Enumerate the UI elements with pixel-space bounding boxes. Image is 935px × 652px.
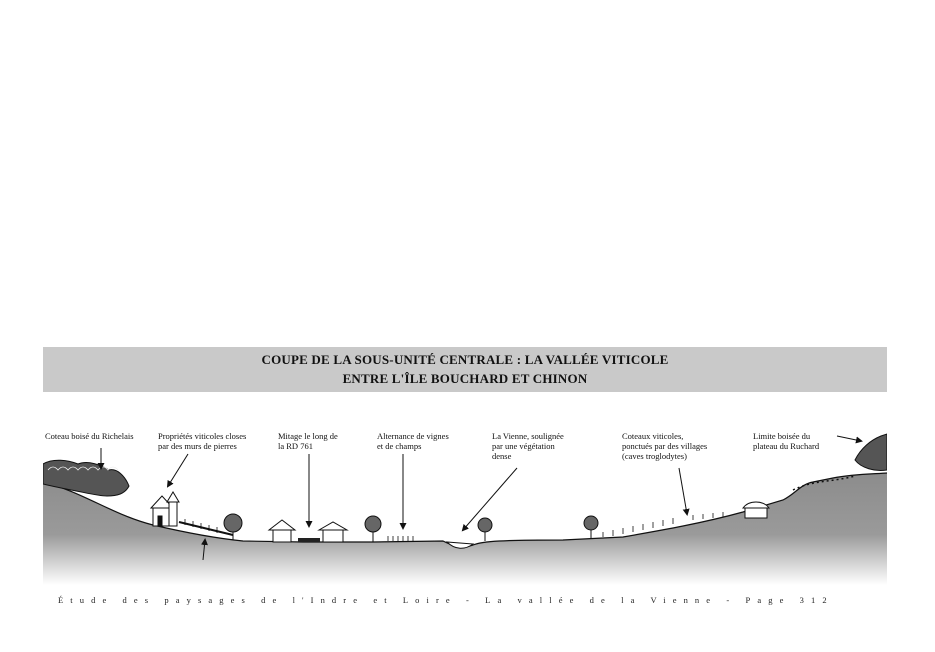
label-alternance: Alternance de vignes et de champs [377,431,449,451]
tree-icon [478,518,492,541]
road-rd761 [298,538,320,542]
tree-icon [224,514,242,540]
label-vienne: La Vienne, soulignée par une végétation dense [492,431,564,461]
chateau-icon [151,492,179,526]
arrow-limite [837,436,861,441]
arrow-proprietes [168,454,188,486]
page-footer: Étude des paysages de l'Indre et Loire - La vallée de la Vienne - Page 312 [58,595,834,605]
label-coteau-richelais: Coteau boisé du Richelais [45,431,134,441]
tree-icon [365,516,381,542]
label-coteaux-viticoles: Coteaux viticoles, ponctués par des villages (caves troglodytes) [622,431,708,461]
label-mitage: Mitage le long de la RD 761 [278,431,338,451]
section-title-line-2: ENTRE L'ÎLE BOUCHARD ET CHINON [342,371,588,386]
troglodyte-house-icon [743,502,769,518]
vines-fields [388,536,413,541]
arrow-coteaux [679,468,687,514]
label-limite-boisee: Limite boisée du plateau du Ruchard [753,431,820,451]
valley-cross-section [43,420,887,585]
right-forest [855,434,887,471]
section-title-banner [43,347,887,392]
tree-icon [584,516,598,538]
label-proprietes-viticoles: Propriétés viticoles closes par des murs de pierres [158,431,247,451]
section-title-line-1: COUPE DE LA SOUS-UNITÉ CENTRALE : LA VALLÉE VITICOLE [261,352,669,367]
